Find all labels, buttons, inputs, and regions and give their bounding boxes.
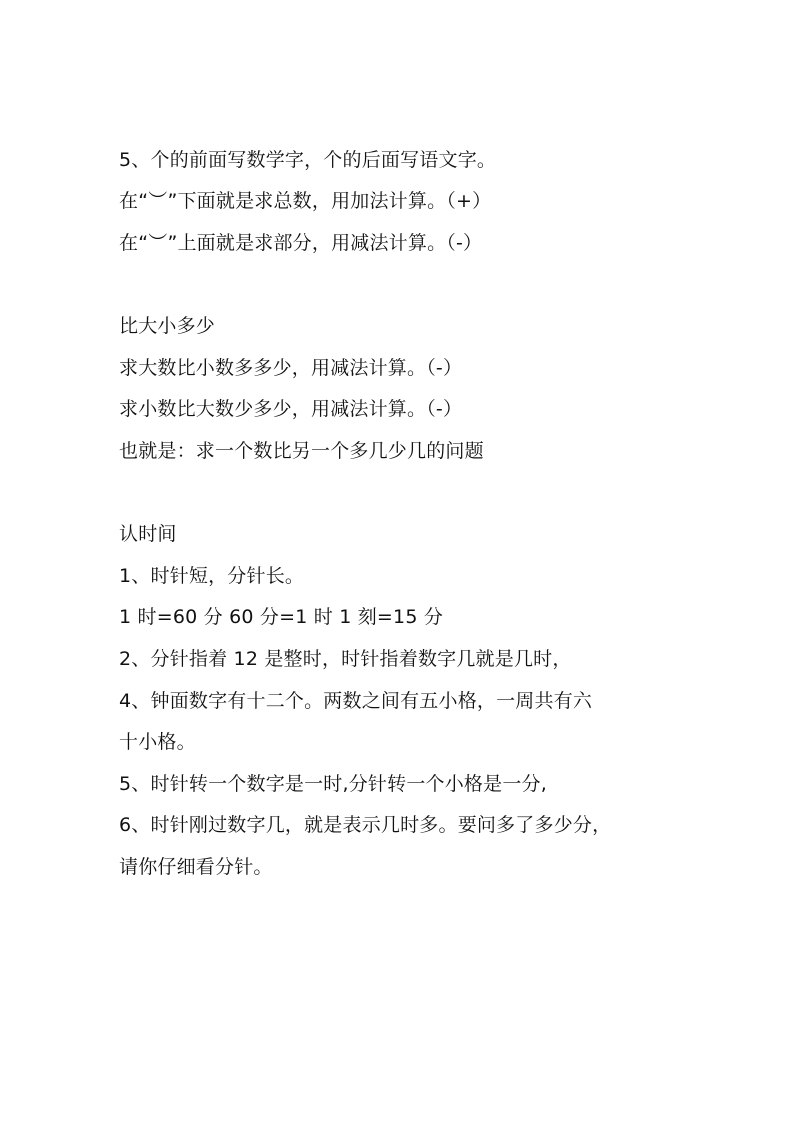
text-line-compare-summary: 也就是：求一个数比另一个多几少几的问题 bbox=[119, 440, 484, 462]
section-heading-compare: 比大小多少 bbox=[119, 315, 216, 337]
text-line-smaller-minus-bigger: 求小数比大数少多少，用减法计算。（-） bbox=[119, 398, 463, 420]
text-line-hand-movement: 5、时针转一个数字是一时,分针转一个小格是一分, bbox=[119, 773, 547, 795]
text-line-clock-face-numbers-cont: 十小格。 bbox=[119, 731, 196, 753]
text-line-hands-length: 1、时针短，分针长。 bbox=[119, 565, 305, 587]
text-line-addition-rule: 在“︶”下面就是求总数，用加法计算。（+） bbox=[119, 190, 492, 212]
text-line-past-hour-rule-cont: 请你仔细看分针。 bbox=[119, 856, 273, 878]
text-line-place-value-rule: 5、个的前面写数学字，个的后面写语文字。 bbox=[119, 149, 497, 171]
text-line-past-hour-rule: 6、时针刚过数字几，就是表示几时多。要问多了多少分， bbox=[119, 814, 612, 836]
section-heading-telling-time: 认时间 bbox=[119, 523, 177, 545]
text-line-clock-face-numbers: 4、钟面数字有十二个。两数之间有五小格，一周共有六 bbox=[119, 690, 593, 712]
text-line-subtraction-rule: 在“︶”上面就是求部分，用减法计算。（-） bbox=[119, 232, 483, 254]
text-line-time-conversions: 1 时=60 分 60 分=1 时 1 刻=15 分 bbox=[119, 606, 444, 628]
text-line-whole-hour-rule: 2、分针指着 12 是整时，时针指着数字几就是几时， bbox=[119, 648, 572, 670]
text-line-bigger-minus-smaller: 求大数比小数多多少，用减法计算。（-） bbox=[119, 357, 463, 379]
